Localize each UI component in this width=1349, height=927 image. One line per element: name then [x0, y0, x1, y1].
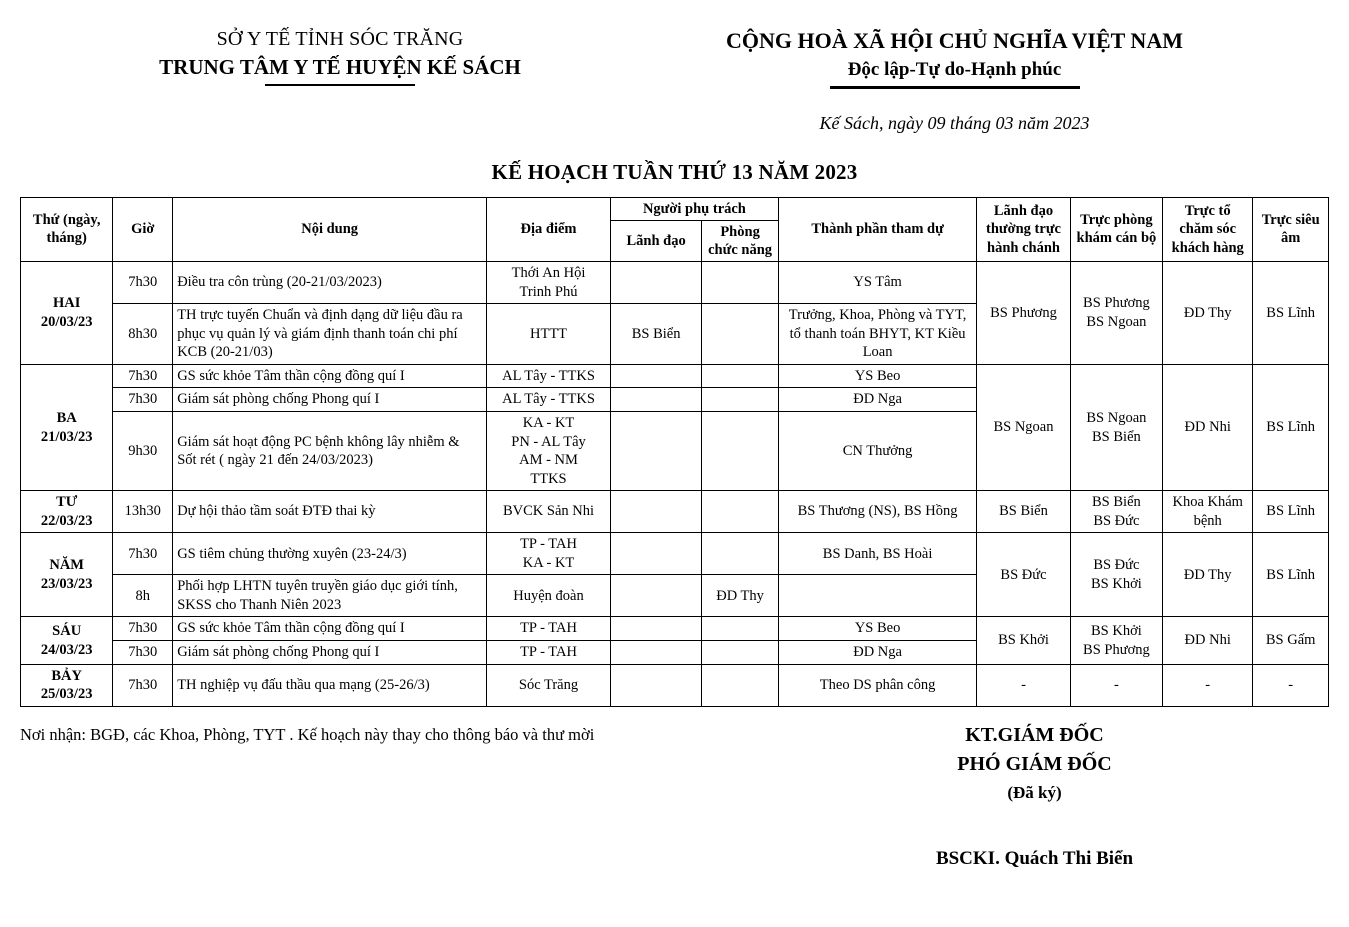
cell-duty-care: Khoa Khám bệnh — [1163, 491, 1253, 533]
cell-incharge-leader — [610, 533, 701, 575]
signer-title-line2: PHÓ GIÁM ĐỐC — [957, 752, 1112, 775]
cell-time: 7h30 — [113, 262, 173, 304]
cell-incharge-dept — [702, 617, 779, 641]
cell-duty-admin: BS Phương — [977, 262, 1070, 365]
cell-time: 7h30 — [113, 364, 173, 388]
cell-duty-ultrasound: BS Gấm — [1253, 617, 1329, 664]
cell-incharge-leader: BS Biển — [610, 304, 701, 365]
cell-content: Phối hợp LHTN tuyên truyền giáo dục giới tính, SKSS cho Thanh Niên 2023 — [173, 575, 487, 617]
cell-duty-clinic: BS Đức BS Khởi — [1070, 533, 1162, 617]
cell-duty-clinic: BS Biển BS Đức — [1070, 491, 1162, 533]
organization-underline — [265, 84, 415, 86]
col-header-duty-admin: Lãnh đạo thường trực hành chánh — [977, 197, 1070, 261]
table-row — [21, 664, 1329, 706]
table-row — [21, 491, 1329, 533]
cell-duty-care: - — [1163, 664, 1253, 706]
document-footer — [0, 707, 1349, 870]
cell-incharge-dept — [702, 641, 779, 665]
cell-time: 7h30 — [113, 641, 173, 665]
cell-place: HTTT — [487, 304, 611, 365]
table-head — [21, 197, 1329, 261]
cell-incharge-leader — [610, 664, 701, 706]
cell-incharge-leader — [610, 617, 701, 641]
cell-content: Giám sát hoạt động PC bệnh không lây nhiễm & Sốt rét ( ngày 21 đến 24/03/2023) — [173, 411, 487, 490]
cell-time: 7h30 — [113, 617, 173, 641]
national-heading-block — [640, 26, 1349, 134]
cell-duty-admin: BS Đức — [977, 533, 1070, 617]
cell-attendees: BS Thương (NS), BS Hồng — [778, 491, 976, 533]
cell-incharge-dept — [702, 304, 779, 365]
department-name: SỞ Y TẾ TỈNH SÓC TRĂNG — [216, 28, 464, 50]
document-header — [0, 0, 1349, 134]
col-header-day: Thứ (ngày, tháng) — [21, 197, 113, 261]
cell-duty-ultrasound: BS Lĩnh — [1253, 491, 1329, 533]
cell-duty-admin: BS Biển — [977, 491, 1070, 533]
cell-place: Thới An Hội Trinh Phú — [487, 262, 611, 304]
place-and-date: Kế Sách, ngày 09 tháng 03 năm 2023 — [819, 112, 1090, 133]
cell-incharge-leader — [610, 411, 701, 490]
cell-time: 7h30 — [113, 533, 173, 575]
cell-incharge-dept — [702, 364, 779, 388]
cell-incharge-dept — [702, 262, 779, 304]
cell-day: BA 21/03/23 — [21, 364, 113, 490]
cell-incharge-dept — [702, 388, 779, 412]
cell-duty-care: ĐD Thy — [1163, 262, 1253, 365]
cell-attendees: ĐD Nga — [778, 388, 976, 412]
cell-duty-admin: - — [977, 664, 1070, 706]
cell-content: Giám sát phòng chống Phong quí I — [173, 641, 487, 665]
cell-attendees: BS Danh, BS Hoài — [778, 533, 976, 575]
col-header-incharge-leader: Lãnh đạo — [610, 220, 701, 261]
col-header-attendees: Thành phần tham dự — [778, 197, 976, 261]
cell-duty-ultrasound: BS Lĩnh — [1253, 262, 1329, 365]
cell-duty-clinic: BS Ngoan BS Biển — [1070, 364, 1162, 490]
cell-incharge-dept: ĐD Thy — [702, 575, 779, 617]
page-title: KẾ HOẠCH TUẦN THỨ 13 NĂM 2023 — [491, 159, 858, 184]
cell-attendees: YS Beo — [778, 364, 976, 388]
col-header-content: Nội dung — [173, 197, 487, 261]
col-header-incharge-dept: Phòng chức năng — [702, 220, 779, 261]
cell-content: GS sức khỏe Tâm thần cộng đồng quí I — [173, 364, 487, 388]
table-row — [21, 533, 1329, 575]
cell-time: 8h30 — [113, 304, 173, 365]
cell-incharge-leader — [610, 262, 701, 304]
cell-attendees: ĐD Nga — [778, 641, 976, 665]
table-row — [21, 617, 1329, 641]
motto-underline — [830, 86, 1080, 88]
cell-place: TP - TAH — [487, 617, 611, 641]
cell-duty-admin: BS Ngoan — [977, 364, 1070, 490]
cell-duty-clinic: BS Khởi BS Phương — [1070, 617, 1162, 664]
col-header-time: Giờ — [113, 197, 173, 261]
col-header-duty-ultrasound: Trực siêu âm — [1253, 197, 1329, 261]
cell-incharge-leader — [610, 364, 701, 388]
cell-incharge-dept — [702, 411, 779, 490]
cell-day: HAI 20/03/23 — [21, 262, 113, 365]
cell-duty-ultrasound: - — [1253, 664, 1329, 706]
cell-duty-clinic: BS Phương BS Ngoan — [1070, 262, 1162, 365]
table-body — [21, 262, 1329, 706]
cell-incharge-dept — [702, 533, 779, 575]
cell-place: KA - KT PN - AL Tây AM - NM TTKS — [487, 411, 611, 490]
cell-attendees: YS Tâm — [778, 262, 976, 304]
cell-time: 7h30 — [113, 664, 173, 706]
cell-day: BẢY 25/03/23 — [21, 664, 113, 706]
cell-day: TƯ 22/03/23 — [21, 491, 113, 533]
table-row — [21, 262, 1329, 304]
cell-duty-care: ĐD Nhi — [1163, 364, 1253, 490]
organization-block — [0, 26, 640, 134]
cell-duty-care: ĐD Nhi — [1163, 617, 1253, 664]
country-name: CỘNG HOÀ XÃ HỘI CHỦ NGHĨA VIỆT NAM — [726, 28, 1183, 53]
cell-time: 13h30 — [113, 491, 173, 533]
signer-name: BSCKI. Quách Thi Biển — [935, 847, 1134, 869]
country-motto: Độc lập-Tự do-Hạnh phúc — [847, 58, 1062, 80]
cell-day: NĂM 23/03/23 — [21, 533, 113, 617]
cell-attendees: Trưởng, Khoa, Phòng và TYT, tổ thanh toán BHYT, KT Kiều Loan — [778, 304, 976, 365]
signer-title-line1: KT.GIÁM ĐỐC — [965, 723, 1104, 746]
cell-content: GS sức khỏe Tâm thần cộng đồng quí I — [173, 617, 487, 641]
cell-day: SÁU 24/03/23 — [21, 617, 113, 664]
cell-duty-care: ĐD Thy — [1163, 533, 1253, 617]
cell-content: TH trực tuyến Chuẩn và định dạng dữ liệu đầu ra phục vụ quản lý và giám định thanh toán chi phí KCB (20-21/03) — [173, 304, 487, 365]
cell-incharge-leader — [610, 575, 701, 617]
header-row-top — [21, 197, 1329, 220]
cell-place: Sóc Trăng — [487, 664, 611, 706]
cell-place: TP - TAH KA - KT — [487, 533, 611, 575]
signature-block — [810, 721, 1329, 870]
cell-place: BVCK Sản Nhi — [487, 491, 611, 533]
cell-place: TP - TAH — [487, 641, 611, 665]
cell-attendees — [778, 575, 976, 617]
cell-incharge-dept — [702, 664, 779, 706]
cell-incharge-leader — [610, 641, 701, 665]
cell-attendees: YS Beo — [778, 617, 976, 641]
col-header-place: Địa điểm — [487, 197, 611, 261]
cell-duty-ultrasound: BS Lĩnh — [1253, 364, 1329, 490]
weekly-plan-table — [20, 197, 1329, 707]
plan-table-wrapper — [0, 197, 1349, 707]
cell-place: Huyện đoàn — [487, 575, 611, 617]
cell-duty-clinic: - — [1070, 664, 1162, 706]
cell-time: 9h30 — [113, 411, 173, 490]
cell-time: 8h — [113, 575, 173, 617]
cell-incharge-dept — [702, 491, 779, 533]
col-header-duty-clinic: Trực phòng khám cán bộ — [1070, 197, 1162, 261]
cell-content: Giám sát phòng chống Phong quí I — [173, 388, 487, 412]
col-header-duty-care: Trực tổ chăm sóc khách hàng — [1163, 197, 1253, 261]
cell-content: GS tiêm chủng thường xuyên (23-24/3) — [173, 533, 487, 575]
table-row — [21, 364, 1329, 388]
cell-attendees: CN Thưởng — [778, 411, 976, 490]
cell-time: 7h30 — [113, 388, 173, 412]
cell-place: AL Tây - TTKS — [487, 364, 611, 388]
cell-attendees: Theo DS phân công — [778, 664, 976, 706]
center-name: TRUNG TÂM Y TẾ HUYỆN KẾ SÁCH — [159, 55, 521, 79]
recipients-note: Nơi nhận: BGĐ, các Khoa, Phòng, TYT . Kế hoạch này thay cho thông báo và thư mời — [20, 724, 595, 744]
cell-duty-admin: BS Khởi — [977, 617, 1070, 664]
cell-content: Điều tra côn trùng (20-21/03/2023) — [173, 262, 487, 304]
cell-content: Dự hội thảo tầm soát ĐTĐ thai kỳ — [173, 491, 487, 533]
col-header-incharge-group: Người phụ trách — [610, 197, 778, 220]
signed-note: (Đã ký) — [1007, 782, 1062, 802]
cell-duty-ultrasound: BS Lĩnh — [1253, 533, 1329, 617]
cell-place: AL Tây - TTKS — [487, 388, 611, 412]
cell-incharge-leader — [610, 491, 701, 533]
cell-incharge-leader — [610, 388, 701, 412]
cell-content: TH nghiệp vụ đấu thầu qua mạng (25-26/3) — [173, 664, 487, 706]
